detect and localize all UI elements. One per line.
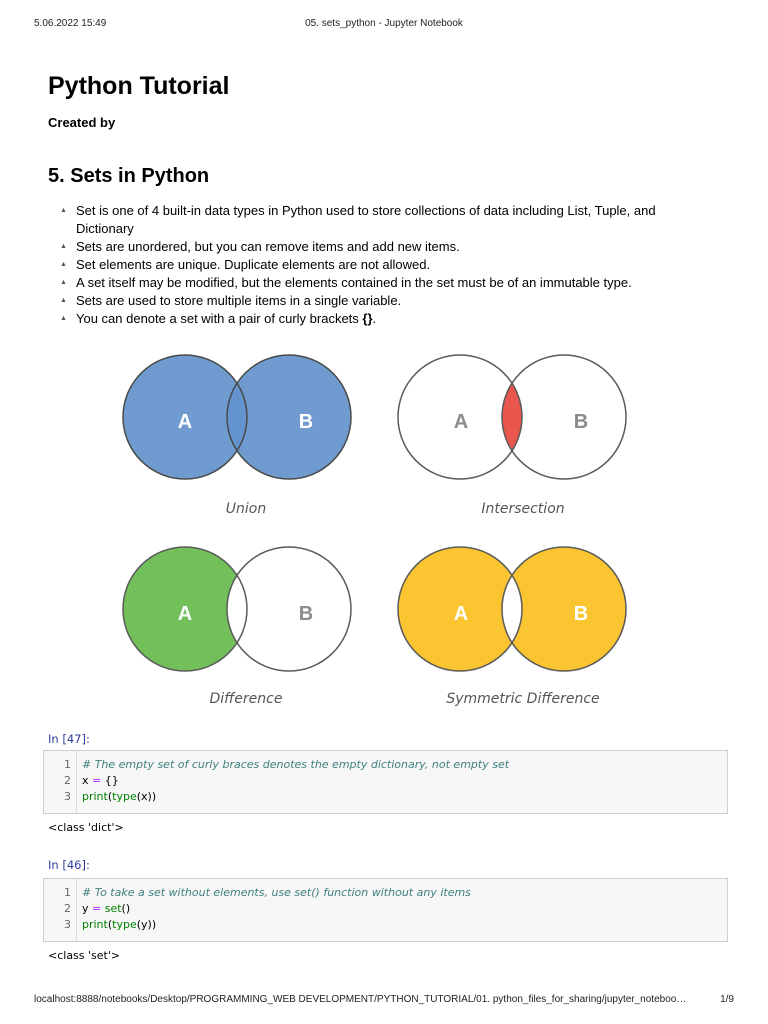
code-text bbox=[82, 901, 130, 917]
code-token: (x)) bbox=[136, 790, 157, 803]
line-number: 2 bbox=[64, 902, 71, 915]
venn-difference bbox=[123, 547, 351, 707]
line-number: 3 bbox=[64, 918, 71, 931]
list-item: ▲ Set elements are unique. Duplicate elements are not allowed. bbox=[60, 257, 431, 272]
list-item: ▲ Sets are unordered, but you can remove items and add new items. bbox=[60, 239, 460, 254]
code-token: {} bbox=[101, 774, 119, 787]
caption-symmetric-difference: Symmetric Difference bbox=[446, 691, 600, 707]
code-text bbox=[82, 789, 156, 805]
line-number: 2 bbox=[64, 774, 71, 787]
venn-union bbox=[123, 355, 351, 517]
line-number: 1 bbox=[64, 886, 71, 899]
print-datetime: 5.06.2022 15:49 bbox=[34, 18, 107, 29]
page-title: Python Tutorial bbox=[48, 72, 230, 100]
triangle-bullet-icon: ▲ bbox=[60, 261, 67, 268]
code-text bbox=[82, 885, 471, 901]
code-text bbox=[82, 773, 119, 789]
caption-difference: Difference bbox=[209, 691, 283, 707]
code-token: # The empty set of curly braces denotes the empty dictionary, not empty set bbox=[82, 758, 510, 771]
code-text bbox=[82, 757, 509, 773]
union-label-a: A bbox=[177, 411, 193, 433]
code-cell[interactable] bbox=[43, 878, 728, 942]
code-token: ( bbox=[107, 790, 113, 803]
code-token: y bbox=[82, 902, 93, 915]
cell-output: <class 'set'> bbox=[48, 949, 121, 962]
venn-svg bbox=[100, 350, 680, 720]
code-token: set bbox=[104, 902, 122, 915]
print-url: localhost:8888/notebooks/Desktop/PROGRAMMING_WEB DEVELOPMENT/PYTHON_TUTORIAL/01. python_files_for_sharing/jupyter_noteboo… bbox=[34, 994, 687, 1005]
code-token: = bbox=[92, 902, 102, 915]
code-text bbox=[82, 917, 156, 933]
caption-union: Union bbox=[225, 501, 267, 517]
difference-label-a: A bbox=[177, 603, 193, 625]
page-number: 1/9 bbox=[720, 994, 734, 1005]
symmetric-label-a: A bbox=[453, 603, 469, 625]
triangle-bullet-icon: ▲ bbox=[60, 207, 67, 214]
list-item: ▲ Sets are used to store multiple items in a single variable. bbox=[60, 293, 402, 308]
curly-brackets: {} bbox=[362, 311, 373, 326]
line-number: 3 bbox=[64, 790, 71, 803]
code-token: type bbox=[112, 918, 137, 931]
code-token: type bbox=[112, 790, 137, 803]
code-token: # To take a set without elements, use set() function without any items bbox=[82, 886, 471, 899]
code-token: x bbox=[82, 774, 93, 787]
list-item: ▲ A set itself may be modified, but the elements contained in the set must be of an immutable type. bbox=[60, 275, 632, 290]
line-number: 1 bbox=[64, 758, 71, 771]
code-token: print bbox=[82, 790, 108, 803]
triangle-bullet-icon: ▲ bbox=[60, 279, 67, 286]
code-cell[interactable] bbox=[43, 750, 728, 814]
venn-symmetric-difference bbox=[398, 547, 626, 707]
code-token: print bbox=[82, 918, 108, 931]
caption-intersection: Intersection bbox=[481, 501, 565, 517]
cell-prompt: In [46]: bbox=[48, 858, 90, 872]
triangle-bullet-icon: ▲ bbox=[60, 243, 67, 250]
venn-intersection bbox=[398, 355, 626, 517]
code-token: () bbox=[121, 902, 131, 915]
union-label-b: B bbox=[298, 411, 314, 433]
symmetric-label-b: B bbox=[573, 603, 589, 625]
difference-label-b: B bbox=[298, 603, 314, 625]
list-item: ▲ You can denote a set with a pair of curly brackets {}. bbox=[60, 311, 377, 326]
print-page-title: 05. sets_python - Jupyter Notebook bbox=[305, 18, 463, 29]
code-token: ( bbox=[107, 918, 113, 931]
code-token: = bbox=[92, 774, 102, 787]
created-by: Created by bbox=[48, 115, 116, 130]
triangle-bullet-icon: ▲ bbox=[60, 315, 67, 322]
print-footer bbox=[0, 994, 768, 1006]
venn-diagrams-figure bbox=[100, 350, 680, 720]
print-header bbox=[0, 18, 768, 30]
bullet-list bbox=[60, 202, 700, 328]
triangle-bullet-icon: ▲ bbox=[60, 297, 67, 304]
intersection-label-b: B bbox=[573, 411, 589, 433]
section-heading: 5. Sets in Python bbox=[48, 165, 210, 187]
intersection-label-a: A bbox=[453, 411, 469, 433]
list-item: ▲ Set is one of 4 built-in data types in Python used to store collections of data including List, Tuple, and Dictionary bbox=[60, 203, 656, 236]
cell-prompt: In [47]: bbox=[48, 732, 90, 746]
cell-output: <class 'dict'> bbox=[48, 821, 124, 834]
code-token: (y)) bbox=[136, 918, 157, 931]
